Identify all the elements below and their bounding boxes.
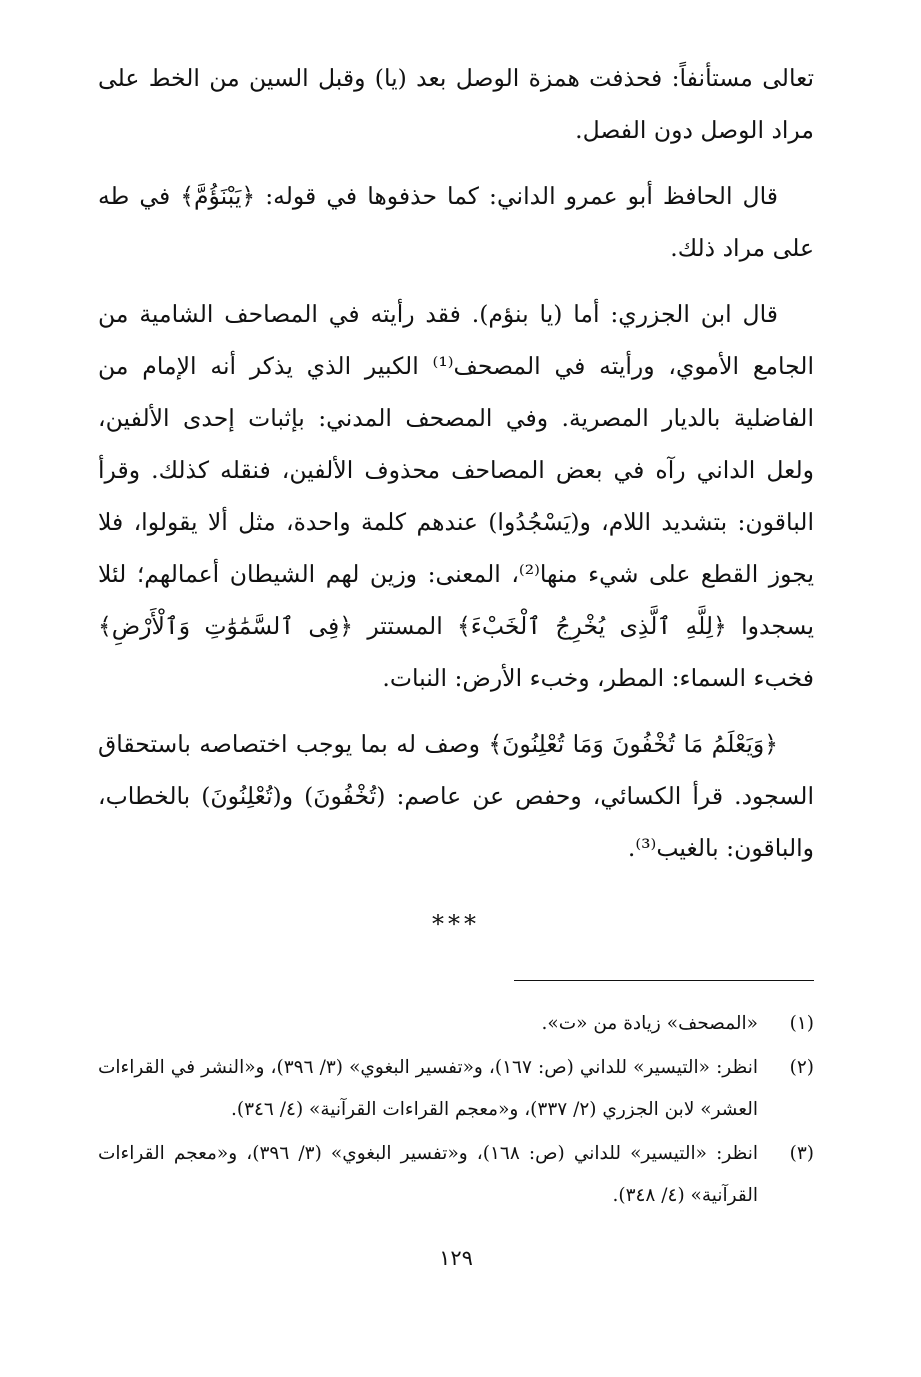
footnote-number: (١) <box>789 1013 814 1034</box>
footnote-text: انظر: «التيسير» للداني (ص: ١٦٧)، و«تفسير البغوي» (٣/ ٣٩٦)، و«النشر في القراءات العشر» لابن الجزري (٢/ ٣٣٧)، و«معجم القراءات القرآنية» (٤/ ٣٤٦). <box>98 1057 758 1120</box>
page-content <box>98 52 814 1273</box>
footnote-text: انظر: «التيسير» للداني (ص: ١٦٨)، و«تفسير البغوي» (٣/ ٣٩٦)، و«معجم القراءات القرآنية» (٤/ ٣٤٨). <box>98 1143 758 1206</box>
footnote-2 <box>98 1047 814 1131</box>
page-number: ١٢٩ <box>439 1246 473 1270</box>
footnote-separator-line <box>514 980 814 981</box>
footnote-number: (٢) <box>789 1057 814 1078</box>
footnotes <box>98 1003 814 1217</box>
body-paragraph-2: قال الحافظ أبو عمرو الداني: كما حذفوها في قوله: ﴿يَبْنَؤُمَّ﴾ في طه على مراد ذلك. <box>98 182 814 262</box>
footnote-number: (٣) <box>789 1143 814 1164</box>
body-paragraph-4: ﴿وَيَعْلَمُ مَا تُخْفُونَ وَمَا تُعْلِنُونَ﴾ وصف له بما يوجب اختصاصه باستحقاق السجود. قرأ الكسائي، وحفص عن عاصم: (تُخْفُونَ) و(تُعْلِنُونَ) بالخطاب، والباقون: بالغيب⁽³⁾. <box>98 730 814 862</box>
body-paragraph-3: قال ابن الجزري: أما (يا بنؤم). فقد رأيته في المصاحف الشامية من الجامع الأموي، ورأيته في المصحف⁽¹⁾ الكبير الذي يذكر أنه الإمام من الفاضلية بالديار المصرية. وفي المصحف المدني: بإثبات إحدى الألفين، ولعل الداني رآه في بعض المصاحف محذوف الألفين، فنقله كذلك. وقرأ الباقون: بتشديد اللام، و(يَسْجُدُوا) عندهم كلمة واحدة، مثل ألا يقولوا، فلا يجوز القطع على شيء منها⁽²⁾، المعنى: وزين لهم الشيطان أعمالهم؛ لئلا يسجدوا ﴿لِلَّهِ ٱلَّذِى يُخْرِجُ ٱلْخَبْءَ﴾ المستتر ﴿فِى ٱلسَّمَٰوَٰتِ وَٱلْأَرْضِ﴾ فخبء السماء: المطر، وخبء الأرض: النبات. <box>98 300 814 692</box>
footnote-1 <box>98 1003 814 1045</box>
main-text <box>98 52 814 874</box>
body-paragraph-1: تعالى مستأنفاً: فحذفت همزة الوصل بعد (يا) وقبل السين من الخط على مراد الوصل دون الفصل. <box>98 64 814 144</box>
footnote-3 <box>98 1133 814 1217</box>
section-divider: *** <box>432 910 480 938</box>
footnote-text: «المصحف» زيادة من «ت». <box>541 1013 758 1034</box>
